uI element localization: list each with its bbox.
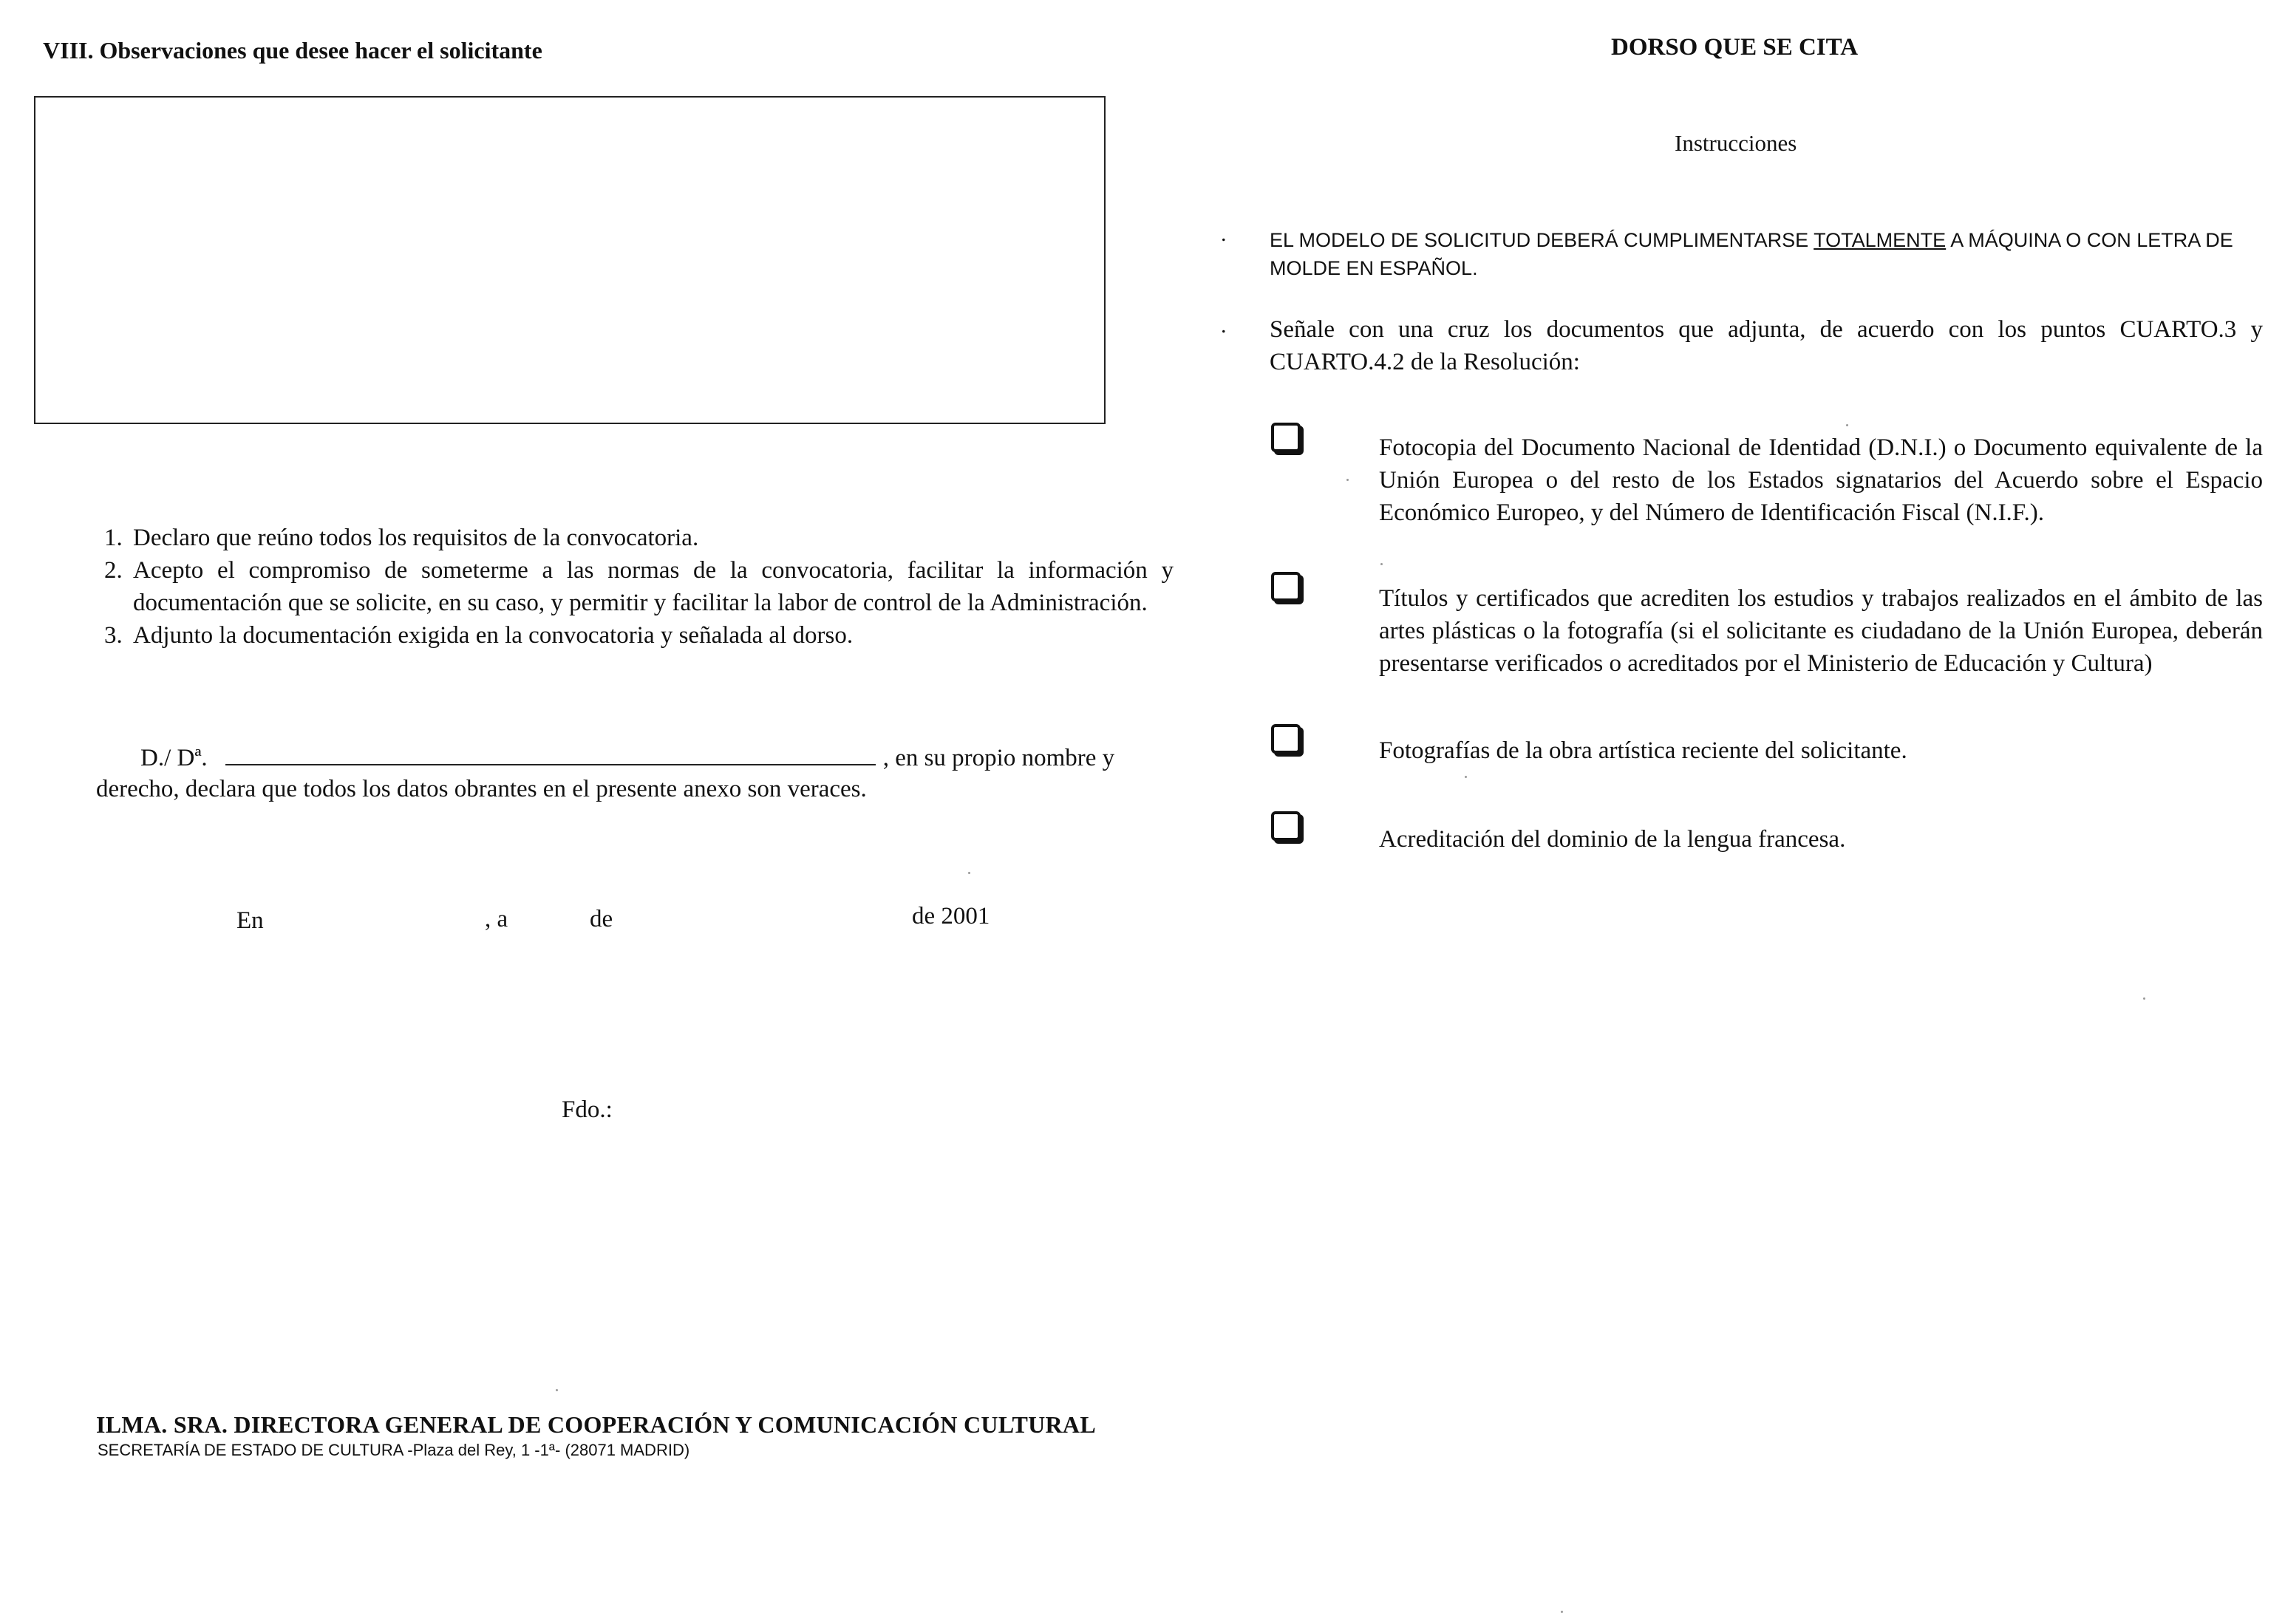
scan-speck	[1465, 776, 1467, 778]
instruction-text: A MÁQUINA O CON LETRA DE MOLDE EN ESPAÑOL.	[1270, 229, 2233, 279]
checkbox-dni[interactable]	[1271, 423, 1301, 452]
reverse-title: DORSO QUE SE CITA	[1611, 34, 1859, 61]
scan-speck	[1380, 563, 1383, 565]
checkbox-photos[interactable]	[1271, 724, 1301, 754]
instruction-emphasis: TOTALMENTE	[1814, 229, 1947, 251]
observations-box[interactable]	[34, 96, 1106, 424]
date-year: de 2001	[912, 903, 990, 929]
instruction-mark-documents: Señale con una cruz los documentos que adjunta, de acuerdo con los puntos CUARTO.3 y CUARTO.4.2 de la Resolución:	[1270, 316, 2263, 375]
instructions-heading: Instrucciones	[1675, 130, 1797, 156]
section-title: VIII. Observaciones que desee hacer el solicitante	[43, 37, 542, 64]
signature-label: Fdo.:	[562, 1096, 613, 1123]
scan-speck	[1346, 479, 1349, 481]
scan-speck	[556, 1389, 558, 1391]
document-titles: Títulos y certificados que acrediten los estudios y trabajos realizados en el ámbito de las artes plásticas o la fotografía (si el solicitante es ciudadano de la Unión Europea, deberán presentarse verificados o acreditados por el Ministerio de Educación y Cultura)	[1379, 585, 2263, 677]
scan-speck	[1846, 424, 1848, 426]
document-photos: Fotografías de la obra artística reciente del solicitante.	[1379, 737, 1907, 764]
date-place-label: En	[236, 907, 264, 934]
addressee-title: ILMA. SRA. DIRECTORA GENERAL DE COOPERACIÓN Y COMUNICACIÓN CULTURAL	[96, 1411, 1096, 1438]
declaration-item: 3. Adjunto la documentación exigida en la convocatoria y señalada al dorso.	[129, 619, 1174, 652]
veracity-statement: derecho, declara que todos los datos obrantes en el presente anexo son veraces.	[96, 776, 867, 802]
scan-speck	[1561, 1611, 1563, 1613]
instruction-fill-form	[1270, 226, 2263, 282]
document-french: Acreditación del dominio de la lengua francesa.	[1379, 826, 1846, 853]
applicant-name-field[interactable]	[225, 745, 876, 765]
dd-prefix: D./ Dª.	[140, 745, 208, 771]
date-month-label: de	[590, 906, 613, 932]
declaration-item: 1. Declaro que reúno todos los requisitos de la convocatoria.	[129, 522, 1174, 554]
addressee-address: SECRETARÍA DE ESTADO DE CULTURA -Plaza del Rey, 1 -1ª- (28071 MADRID)	[98, 1441, 690, 1459]
bullet-mark: .	[1221, 222, 1227, 246]
date-day-label: , a	[485, 906, 508, 932]
instruction-text: EL MODELO DE SOLICITUD DEBERÁ CUMPLIMENTARSE	[1270, 229, 1814, 251]
checkbox-french[interactable]	[1271, 811, 1301, 841]
declaration-item: 2. Acepto el compromiso de someterme a las normas de la convocatoria, facilitar la información y documentación que se solicite, en su caso, y permitir y facilitar la labor de control de la Administración.	[129, 554, 1174, 619]
declarations-list	[92, 522, 1174, 652]
checkbox-titles[interactable]	[1271, 572, 1301, 601]
scan-speck	[2143, 997, 2145, 1000]
document-dni: Fotocopia del Documento Nacional de Identidad (D.N.I.) o Documento equivalente de la Unión Europea o del resto de los Estados signatarios del Acuerdo sobre el Espacio Económico Europeo, y del Número de Identificación Fiscal (N.I.F.).	[1379, 434, 2263, 526]
applicant-name-line	[140, 742, 1114, 774]
scan-speck	[968, 872, 970, 874]
dd-suffix: , en su propio nombre y	[882, 745, 1115, 771]
bullet-mark: .	[1221, 313, 1227, 338]
